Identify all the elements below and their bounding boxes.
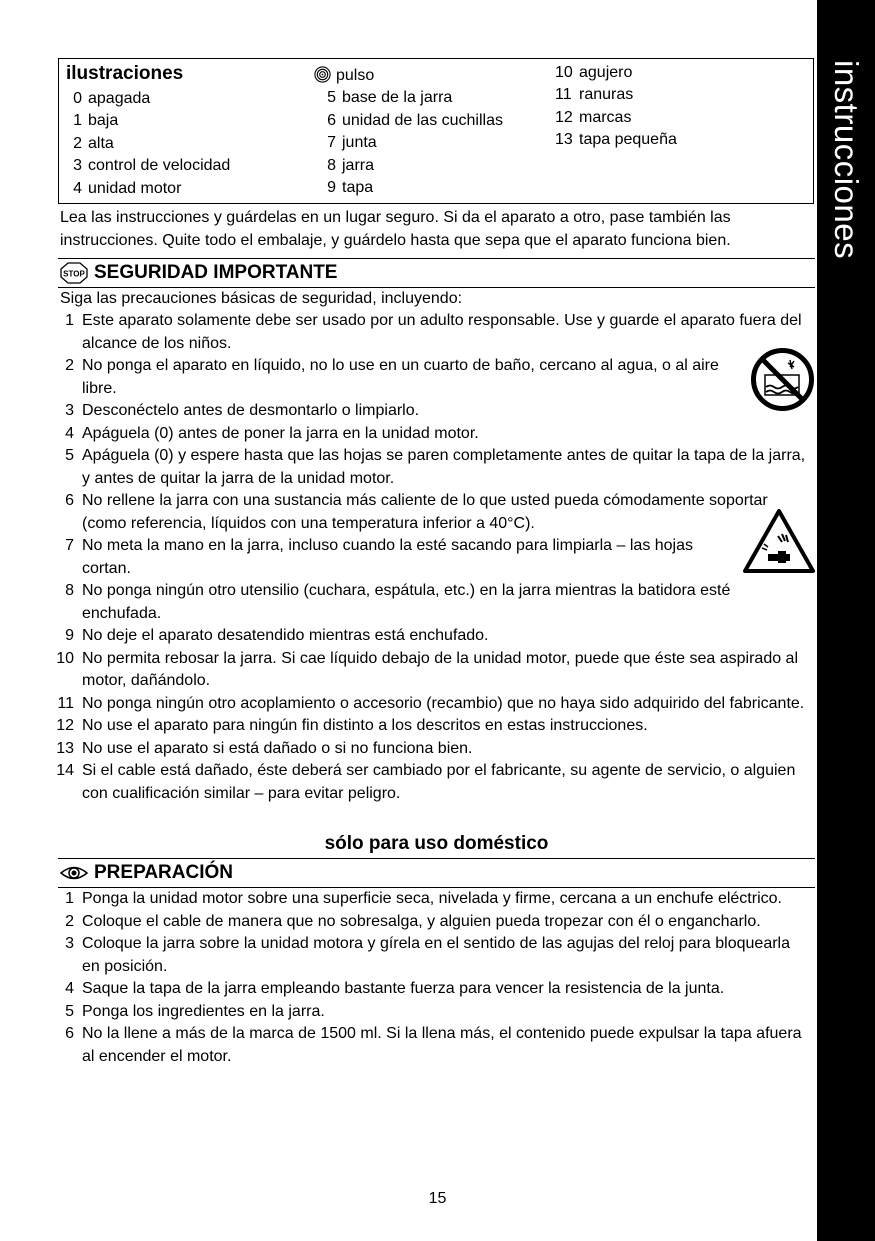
list-item: 12 No use el aparato para ningún fin distinto a los descritos en estas instrucciones. xyxy=(56,717,648,734)
safety-heading xyxy=(58,258,815,288)
list-item: 3 Coloque la jarra sobre la unidad motora y gírela en el sentido de las agujas del reloj para bloquearla en posición. xyxy=(65,935,790,975)
illustrations-column-1 xyxy=(60,88,230,200)
list-item: pulso xyxy=(314,65,503,87)
list-item: 4 unidad motor xyxy=(73,179,182,197)
eye-icon xyxy=(60,863,88,883)
safety-lead: Siga las precauciones básicas de seguridad, incluyendo: xyxy=(60,290,463,307)
illustrations-title: ilustraciones xyxy=(66,63,184,84)
list-item: 1 Ponga la unidad motor sobre una superficie seca, nivelada y firme, cercana a un enchufe eléctrico. xyxy=(65,890,782,907)
list-item: 0 apagada xyxy=(73,90,151,107)
stop-icon xyxy=(60,262,88,284)
intro-paragraph: Lea las instrucciones y guárdelas en un lugar seguro. Si da el aparato a otro, pase también las instrucciones. Quite todo el embalaje, y guárdelo hasta que sepa que el aparato funciona bien. xyxy=(60,209,731,249)
preparation-title: PREPARACIÓN xyxy=(94,862,233,883)
preparation-heading xyxy=(58,858,815,888)
list-item: 2 alta xyxy=(73,134,114,152)
stop-icon-label: STOP xyxy=(63,269,85,279)
list-item: 10 agujero xyxy=(555,64,633,81)
list-item: 11 No ponga ningún otro acoplamiento o accesorio (recambio) que no haya sido adquirido del fabricante. xyxy=(57,694,805,712)
list-item: 4 Saque la tapa de la jarra empleando bastante fuerza para vencer la resistencia de la junta. xyxy=(65,980,725,997)
list-item: 4 Apáguela (0) antes de poner la jarra en la unidad motor. xyxy=(65,424,479,442)
list-item: 13 No use el aparato si está dañado o si no funciona bien. xyxy=(56,739,473,757)
list-item: 14 Si el cable está dañado, éste deberá ser cambiado por el fabricante, su agente de servicio, o alguien con cualificación similar – para evitar peligro. xyxy=(56,762,796,802)
list-item: 10 No permita rebosar la jarra. Si cae líquido debajo de la unidad motor, puede que éste sea aspirado al motor, dañándolo. xyxy=(56,649,799,689)
list-item: 2 No ponga el aparato en líquido, no lo use en un cuarto de baño, cercano al agua, o al aire libre. xyxy=(65,357,719,397)
list-item: 6 No rellene la jarra con una sustancia más caliente de lo que usted pueda cómodamente soportar (como referencia, líquidos con una temperatura inferior a 40°C). xyxy=(65,492,768,532)
list-item: 5 Apáguela (0) y espere hasta que las hojas se paren completamente antes de quitar la tapa de la jarra, y antes de quitar la jarra de la unidad motor. xyxy=(65,447,806,487)
list-item: 7 junta xyxy=(327,134,377,152)
list-item: 13 tapa pequeña xyxy=(555,131,677,149)
list-item: 8 jarra xyxy=(327,156,375,174)
pulse-icon xyxy=(314,66,331,83)
list-item: 2 Coloque el cable de manera que no sobresalga, y alguien pueda tropezar con él o engancharlo. xyxy=(65,912,761,930)
list-item: 1 baja xyxy=(73,112,119,130)
safety-list xyxy=(56,310,812,805)
side-tab-label: instrucciones xyxy=(828,60,865,260)
preparation-list xyxy=(60,888,812,1068)
list-item: 3 Desconéctelo antes de desmontarlo o limpiarlo. xyxy=(65,402,420,419)
list-item: 6 unidad de las cuchillas xyxy=(327,111,503,129)
list-item: 3 control de velocidad xyxy=(73,157,231,175)
blade-warning-icon xyxy=(742,508,816,574)
list-item: 9 tapa xyxy=(327,179,374,197)
list-item: 12 marcas xyxy=(555,108,632,126)
illustrations-column-2 xyxy=(314,65,503,199)
page-number: 15 xyxy=(428,1190,447,1207)
list-item: 7 No meta la mano en la jarra, incluso cuando la esté sacando para limpiarla – las hojas cortan. xyxy=(65,537,694,577)
no-water-warning-icon xyxy=(750,347,815,412)
safety-title: SEGURIDAD IMPORTANTE xyxy=(94,262,338,283)
list-item: 6 No la llene a más de la marca de 1500 ml. Si la llena más, el contenido puede expulsar la tapa afuera al encender el motor. xyxy=(65,1025,802,1065)
domestic-use-note: sólo para uso doméstico xyxy=(324,833,549,854)
illustrations-column-3 xyxy=(555,62,677,152)
list-item: 8 No ponga ningún otro utensilio (cuchara, espátula, etc.) en la jarra mientras la batidora esté enchufada. xyxy=(65,582,731,622)
list-item: 1 Este aparato solamente debe ser usado por un adulto responsable. Use y guarde el aparato fuera del alcance de los niños. xyxy=(65,312,802,352)
list-item: 5 Ponga los ingredientes en la jarra. xyxy=(65,1002,325,1020)
list-item: 5 base de la jarra xyxy=(327,89,453,107)
list-item: 9 No deje el aparato desatendido mientras está enchufado. xyxy=(65,627,489,644)
illustrations-box xyxy=(58,58,814,204)
list-item: 11 ranuras xyxy=(555,86,634,104)
